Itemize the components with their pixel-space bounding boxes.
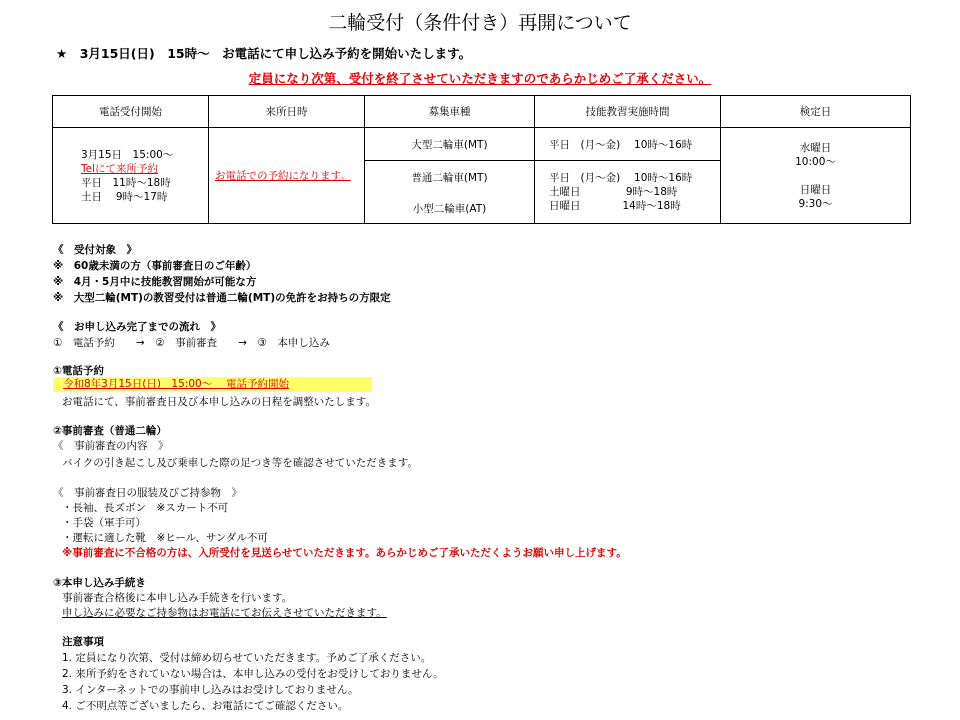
lesson-weekday: 平日 (月～金) 10時～16時 <box>549 172 693 184</box>
exam-day-1: 水曜日 <box>799 141 832 154</box>
phone-weekday-hours: 平日 11時～18時 <box>81 176 171 189</box>
eligibility-item: ※ 大型二輪(MT)の教習受付は普通二輪(MT)の免許をお持ちの方限定 <box>53 292 391 304</box>
phone-start-date: 3月15日 15:00～ <box>81 148 174 161</box>
note-item: 3. インターネットでの事前申し込みはお受けしておりません。 <box>62 684 359 696</box>
notes-heading: 注意事項 <box>62 636 104 648</box>
schedule-table <box>52 95 911 224</box>
exam-day-2: 日曜日 <box>799 183 832 196</box>
phone-reservation-link: Telにて来所予約 <box>81 162 159 175</box>
note-item: 4. ご不明点等ございましたら、お電話にてご確認ください。 <box>62 700 349 712</box>
eligibility-heading: 《 受付対象 》 <box>53 244 137 256</box>
step2-item: ・運転に適した靴 ※ヒール、サンダル不可 <box>62 532 268 544</box>
flow-heading: 《 お申し込み完了までの流れ 》 <box>53 321 221 333</box>
step3-text1: 事前審査合格後に本申し込み手続きを行います。 <box>62 592 293 604</box>
table-header-row <box>53 96 911 128</box>
header-lesson-time: 技能教習実施時間 <box>535 96 721 128</box>
note-item: 2. 来所予約をされていない場合は、本申し込みの受付をお受けしておりません。 <box>62 668 444 680</box>
flow-steps: ① 電話予約 → ② 事前審査 → ③ 本申し込み <box>53 337 330 349</box>
lesson-time-other <box>535 161 721 224</box>
phone-weekend-hours: 土日 9時～17時 <box>81 190 168 203</box>
phone-start-cell <box>53 128 209 224</box>
page-title: 二輪受付（条件付き）再開について <box>328 12 632 34</box>
header-phone-start: 電話受付開始 <box>53 96 209 128</box>
step1-highlight-box <box>53 377 372 392</box>
vehicle-large: 大型二輪車(MT) <box>365 128 535 161</box>
visit-note: お電話での予約になります。 <box>215 170 351 182</box>
headline: ★ 3月15日(日) 15時～ お電話にて申し込み予約を開始いたします。 <box>56 46 472 61</box>
header-exam-day: 検定日 <box>721 96 911 128</box>
step1-heading: ①電話予約 <box>53 365 104 377</box>
step2-item: ・手袋（軍手可） <box>62 517 146 529</box>
step2-heading: ②事前審査（普通二輪） <box>53 425 167 437</box>
eligibility-item: ※ 60歳未満の方（事前審査日のご年齢） <box>53 260 257 272</box>
lesson-time-large: 平日 (月～金) 10時～16時 <box>535 128 721 161</box>
step2-warning: ※事前審査に不合格の方は、入所受付を見送らせていただきます。あらかじめご了承いただくようお願い申し上げます。 <box>62 547 627 559</box>
exam-time-2: 9:30～ <box>798 197 833 210</box>
step2-sub1-text: バイクの引き起こし及び乗車した際の足つき等を確認させていただきます。 <box>62 457 418 469</box>
step1-text: お電話にて、事前審査日及び本申し込みの日程を調整いたします。 <box>62 396 376 408</box>
header-visit: 来所日時 <box>209 96 365 128</box>
vehicle-small: 小型二輪車(AT) <box>365 193 535 224</box>
step2-item: ・長袖、長ズボン ※スカート不可 <box>62 502 229 514</box>
step2-sub1: 《 事前審査の内容 》 <box>53 440 169 452</box>
eligibility-item: ※ 4月・5月中に技能教習開始が可能な方 <box>53 276 257 288</box>
lesson-saturday: 土曜日 9時～18時 <box>549 186 678 198</box>
exam-time-1: 10:00～ <box>795 155 836 168</box>
lesson-sunday: 日曜日 14時～18時 <box>549 200 681 212</box>
step2-sub2: 《 事前審査日の服装及びご持参物 》 <box>53 487 242 499</box>
step3-heading: ③本申し込み手続き <box>53 577 146 589</box>
vehicle-standard: 普通二輪車(MT) <box>365 161 535 194</box>
visit-cell <box>209 128 365 224</box>
step3-text2: 申し込みに必要なご持参物はお電話にてお伝えさせていただきます。 <box>62 607 387 619</box>
exam-day-cell <box>721 128 911 224</box>
header-vehicle: 募集車種 <box>365 96 535 128</box>
capacity-notice: 定員になり次第、受付を終了させていただきますのであらかじめご了承ください。 <box>248 71 712 86</box>
note-item: 1. 定員になり次第、受付は締め切らせていただきます。予めご了承ください。 <box>62 652 432 664</box>
step1-highlight: 令和8年3月15日(日) 15:00～ 電話予約開始 <box>63 378 290 390</box>
